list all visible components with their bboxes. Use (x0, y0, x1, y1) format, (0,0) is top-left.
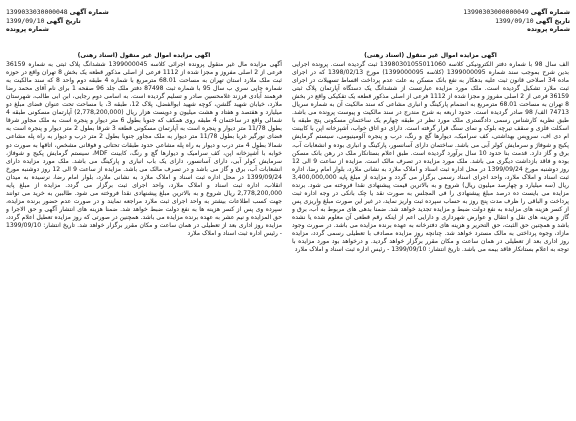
header-value: 13990303000000049 (463, 8, 529, 16)
header-value: 1399/09/10 (495, 16, 534, 25)
left-column-body: آگهی مزایده مال غیر منقول پرونده اجرائی کلاسه 1399000045 ششدانگ پلاک ثبتی به شماره 36159 فرعی از 2 اصلی مفروز و مجزا شده از 1112 فرعی از اصلی مذکور قطعه یک بخش 8 تهران واقع در حوزه ثبت ملک ملارد استان تهران به مساحت 68.01 مترمربع با شماره 4 طبقه دوم واحد 8 که سند مالکیت به شماره چاپی سري ب سال 95 با شماره ثبت 87498 دفتر ملک جلد 96 صفحه 1 برای نام آقای محمد رضا فرهمند آبادی فرزند غلامحسین صادر و تسلیم گردیده است. به اسامی دوم رجایی، ابن ابی طالب، شهرستان ملارد، خیابان شهید گلشن، کوچه شهید ابوالفضل، پلاک 12، طبقه 3، با مساحت تحت عنوان فضای مبلغ دو میلیارد و هفتصد و هفتاد و هشت میلیون و دویست هزار ریال (2,778,200,000) آپارتمان مسکونی طبقه 4 شمالی واقع در ساختمان 4 طبقه روی همکف که جنوبا بطول 6 متر دیوار و پنجره است به ملک مجاور شرقا بطول 11/78 متر دیوار و پنجره است به آپارتمان مسکونی قطعه 3 شرقا بطول 2 متر دیوار و پنجره است به فضای نورگیر غربا بطول 11/78 متر دیوار به ملک مجاور جنوبا بطول 2 متر درب و دیوار به راه پله مشاعی شمالا بطول 4 متر درب و دیوار به راه پله مشاعی حدود طبقات تحتانی و فوقانی مشخص، اتاقها به صورت دو خوابه با آشپزخانه اپن، کف سرامیک و دیوارها گچ و رنگ، کابینت MDF، سیستم گرمایش پکیج و شوفاژ، سرمایش کولر آبی، دارای آسانسور، دارای یک باب انباری و پارکینگ می باشد. ملک مورد مزایده دارای انشعابات آب، برق و گاز می باشد و در تصرف مالک می باشد. مزایده از ساعت 9 الی 12 روز دوشنبه مورخ 1399/09/24 در محل اداره ثبت اسناد و املاک ملارد به نشانی ملارد، بلوار امام رضا، نرسیده به میدان انقلاب، اداره ثبت اسناد و املاک ملارد، واحد اجرای ثبت برگزار می گردد. مزایده از مبلغ پایه 2,778,200,000 ریال شروع و به بالاترین مبلغ پیشنهادی نقدا فروخته می شود. طالبین به خرید می توانند جهت کسب اطلاعات بیشتر به واحد اجرای ثبت ملارد مراجعه نمایند و در صورت عدم حضور برنده مزایده، سپرده وی پس از کسر هزینه ها به نفع دولت ضبط خواهد شد. ضمنا هزینه های انتشار آگهی و حق الاجرا و حق المزایده و نیم عشر به عهده برنده مزایده می باشد. همچنین در صورتی که روز مزایده تعطیل اعلام گردد، مزایده روز اداری بعد از تعطیلی در همان ساعت و مکان مقرر برگزار خواهد شد. تاریخ انتشار: 1399/09/10 - رئیس اداره ثبت اسناد و املاک ملارد (6, 61, 282, 238)
header-left-row (6, 25, 109, 34)
header-right-row (463, 17, 570, 26)
header-right (463, 8, 570, 34)
header-right-row (463, 25, 570, 34)
header-value: 1399/09/10 (6, 16, 45, 25)
left-column-title: آگهی مزایده اموال غیر منقول (اسناد رهنی) (77, 52, 211, 59)
left-column (6, 52, 282, 407)
header-left-row (6, 8, 109, 17)
header-left (6, 8, 109, 34)
header-left-row (6, 17, 109, 26)
header-label: شماره پرونده (6, 25, 49, 34)
header-label: تاریخ آگهی (535, 16, 570, 25)
header-label: شماره پرونده (527, 25, 570, 34)
header-label: تاریخ آگهی (46, 16, 81, 25)
header-label: شماره آگهی (530, 8, 570, 16)
right-column-title: آگهی مزایده اموال غیر منقول (اسناد رهنی) (364, 52, 497, 59)
header-value: 1399033030000048 (6, 8, 68, 16)
header-right-row (463, 8, 570, 17)
right-column-body: الف سال 98 با شماره دفتر الکترونیکی کلاسه 13980301055011060 ثبت گردیده است. پرونده اجرایی بدین شرح بموجب سند شماره 1399000095 (کلاسه 1399000095) مورخ 1398/02/13 که در اجرای ماده 34 اصلاحی قانون ثبت علیه بدهکار به نفع بانک مسکن به علت عدم پرداخت اقساط تسهیلات در اجرای ثبت ملارد تشکیل گردیده است. ملک مورد مزایده عبارتست از ششدانگ یک دستگاه آپارتمان پلاک ثبتی 36159 فرعی از 2 اصلی مفروز و مجزا شده از 1112 فرعی از اصلی مذکور قطعه یک تفکیکی واقع در بخش 8 تهران به مساحت 68.01 مترمربع به انضمام پارکینگ و انباری مشاعی که سند مالکیت آن به شماره سریال 74713 الف/ 98 صادر گردیده است. حدود اربعه به شرح مندرج در سند مالکیت و پیوست پرونده می باشد. طبق نظریه کارشناس رسمی دادگستری ملک مورد نظر در طبقه چهارم یک ساختمان مسکونی پنج طبقه با اسکلت فلزی و سقف تیرچه بلوک و نمای سنگ قرار گرفته است. دارای دو اتاق خواب، آشپزخانه اپن با کابینت ام دی اف، سرویس بهداشتی، کف سرامیک، دیوارها گچ و رنگ، درب و پنجره آلومینیومی، سیستم گرمایش پکیج و شوفاژ و سرمایش کولر آبی می باشد. ساختمان دارای آسانسور، پارکینگ و انباری بوده و انشعابات آب، برق و گاز دارد. قدمت بنا حدود 10 سال برآورد گردیده است. طبق اعلام بستانکار ملک در رهن بانک مسکن بوده و فاقد بازداشت دیگری می باشد. ملک مورد مزایده در تصرف مالک است. مزایده از ساعت 9 الی 12 روز دوشنبه مورخ 1399/09/24 در محل اداره ثبت اسناد و املاک ملارد به نشانی ملارد، بلوار امام رضا، اداره ثبت اسناد و املاک ملارد، واحد اجرای اسناد رسمی برگزار می گردد و مزایده از مبلغ پایه 3,400,000,000 ریال (سه میلیارد و چهارصد میلیون ریال) شروع و به بالاترین قیمت پیشنهادی نقدا فروخته می شود. برنده مزایده می بایست ده درصد مبلغ پیشنهادی را فی المجلس به صورت نقد یا چک بانکی در وجه اداره ثبت پرداخت و الباقی را ظرف مدت پنج روز به حساب سپرده ثبت واریز نماید، در غیر این صورت مبلغ واریزی پس از کسر هزینه های مزایده به نفع دولت ضبط و مزایده تجدید خواهد شد. ضمنا بدهی های مربوط به آب، برق و گاز و هزینه های نقل و انتقال و عوارض شهرداری و دارایی اعم از اینکه رقم قطعی آن معلوم شده یا نشده باشد و همچنین حق الثبت، حق التحریر و هزینه های دفترخانه به عهده برنده مزایده می باشد. در صورت وجود مازاد، وجوه پرداختی به مالک مسترد خواهد شد. چنانچه روز مزایده مصادف با تعطیلی رسمی گردد، مزایده روز اداری بعد از تعطیلی در همان ساعت و مکان مقرر برگزار خواهد گردید. و درخواهد بود مورد مزایده با توجه به اعلام بستانکار فاقد بیمه می باشد. تاریخ انتشار: 1399/09/10 - رئیس اداره ثبت اسناد و املاک ملارد (292, 61, 569, 254)
right-column (292, 52, 569, 417)
header-label: شماره آگهی (69, 8, 109, 16)
